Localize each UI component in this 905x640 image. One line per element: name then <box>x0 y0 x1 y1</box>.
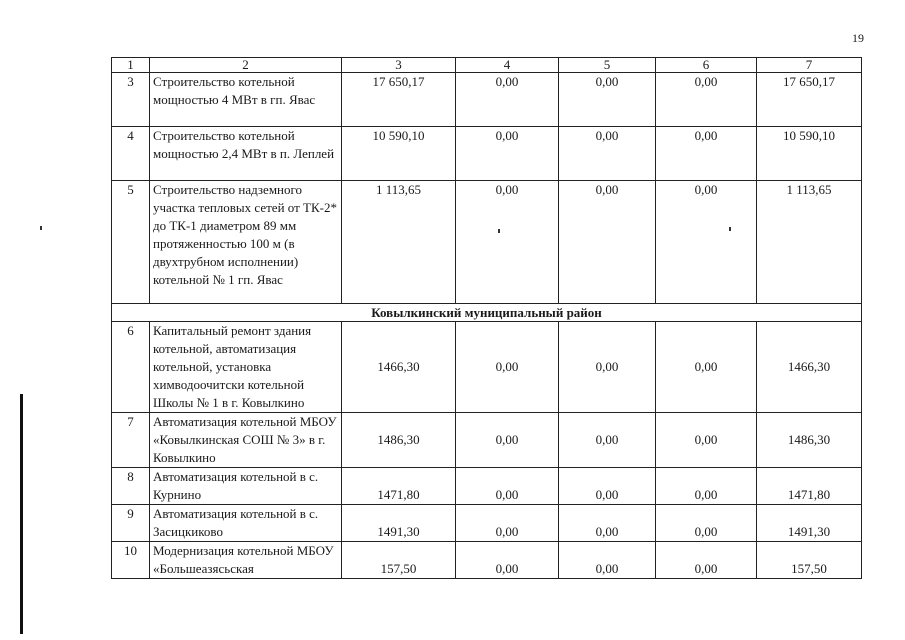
row-number: 3 <box>112 73 150 127</box>
row-description: Строительство надземного участка тепловых сетей от ТК-2* до ТК-1 диаметром 89 мм протяженностью 100 м (в двухтрубном исполнении) котельной № 1 гп. Явас <box>150 181 342 304</box>
value-cell: 0,00 <box>456 322 559 413</box>
value-cell: 0,00 <box>656 413 757 468</box>
value-cell: 1471,80 <box>757 468 862 505</box>
row-number: 4 <box>112 127 150 181</box>
value-cell: 0,00 <box>559 413 656 468</box>
value-cell: 17 650,17 <box>342 73 456 127</box>
value-cell: 0,00 <box>456 181 559 304</box>
value-cell: 0,00 <box>559 73 656 127</box>
value-cell: 0,00 <box>559 542 656 579</box>
value-cell: 10 590,10 <box>342 127 456 181</box>
value-cell: 0,00 <box>656 322 757 413</box>
value-cell: 0,00 <box>559 181 656 304</box>
value-cell: 0,00 <box>656 127 757 181</box>
row-description: Автоматизация котельной в с. Засицкиково <box>150 505 342 542</box>
budget-table <box>111 57 862 579</box>
row-number: 9 <box>112 505 150 542</box>
value-cell: 157,50 <box>757 542 862 579</box>
row-number: 7 <box>112 413 150 468</box>
value-cell: 0,00 <box>656 73 757 127</box>
value-cell: 1471,80 <box>342 468 456 505</box>
row-description: Строительство котельной мощностью 4 МВт в гп. Явас <box>150 73 342 127</box>
section-header-row <box>112 304 862 322</box>
value-cell: 0,00 <box>559 322 656 413</box>
column-header: 7 <box>757 58 862 73</box>
column-header: 4 <box>456 58 559 73</box>
table-row <box>112 468 862 505</box>
value-cell: 0,00 <box>656 468 757 505</box>
table-header-row <box>112 58 862 73</box>
column-header: 1 <box>112 58 150 73</box>
table-row <box>112 127 862 181</box>
scan-speck <box>40 226 42 230</box>
value-cell: 1491,30 <box>342 505 456 542</box>
value-cell: 1466,30 <box>757 322 862 413</box>
value-cell: 1486,30 <box>342 413 456 468</box>
value-cell: 1491,30 <box>757 505 862 542</box>
value-cell: 0,00 <box>456 127 559 181</box>
value-cell: 0,00 <box>456 413 559 468</box>
table-row <box>112 413 862 468</box>
table-row <box>112 181 862 304</box>
row-number: 8 <box>112 468 150 505</box>
table-row <box>112 542 862 579</box>
scan-edge-mark <box>20 394 23 634</box>
row-description: Автоматизация котельной в с. Курнино <box>150 468 342 505</box>
table-row <box>112 322 862 413</box>
value-cell: 1466,30 <box>342 322 456 413</box>
value-cell: 17 650,17 <box>757 73 862 127</box>
row-description: Автоматизация котельной МБОУ «Ковылкинская СОШ № 3» в г. Ковылкино <box>150 413 342 468</box>
row-number: 5 <box>112 181 150 304</box>
table-row <box>112 73 862 127</box>
column-header: 6 <box>656 58 757 73</box>
section-title: Ковылкинский муниципальный район <box>112 304 862 322</box>
value-cell: 0,00 <box>656 542 757 579</box>
value-cell: 0,00 <box>456 505 559 542</box>
value-cell: 1 113,65 <box>757 181 862 304</box>
column-header: 5 <box>559 58 656 73</box>
table-row <box>112 505 862 542</box>
row-number: 6 <box>112 322 150 413</box>
page-number: 19 <box>852 31 864 45</box>
row-description: Модернизация котельной МБОУ «Большеазясьская <box>150 542 342 579</box>
value-cell: 0,00 <box>656 505 757 542</box>
value-cell: 0,00 <box>456 542 559 579</box>
value-cell: 1 113,65 <box>342 181 456 304</box>
row-number: 10 <box>112 542 150 579</box>
value-cell: 157,50 <box>342 542 456 579</box>
value-cell: 0,00 <box>559 468 656 505</box>
value-cell: 10 590,10 <box>757 127 862 181</box>
value-cell: 0,00 <box>456 468 559 505</box>
value-cell: 0,00 <box>656 181 757 304</box>
column-header: 2 <box>150 58 342 73</box>
row-description: Капитальный ремонт здания котельной, автоматизация котельной, установка химводоочитски котельной Школы № 1 в г. Ковылкино <box>150 322 342 413</box>
value-cell: 1486,30 <box>757 413 862 468</box>
value-cell: 0,00 <box>559 127 656 181</box>
row-description: Строительство котельной мощностью 2,4 МВт в п. Леплей <box>150 127 342 181</box>
value-cell: 0,00 <box>559 505 656 542</box>
column-header: 3 <box>342 58 456 73</box>
value-cell: 0,00 <box>456 73 559 127</box>
